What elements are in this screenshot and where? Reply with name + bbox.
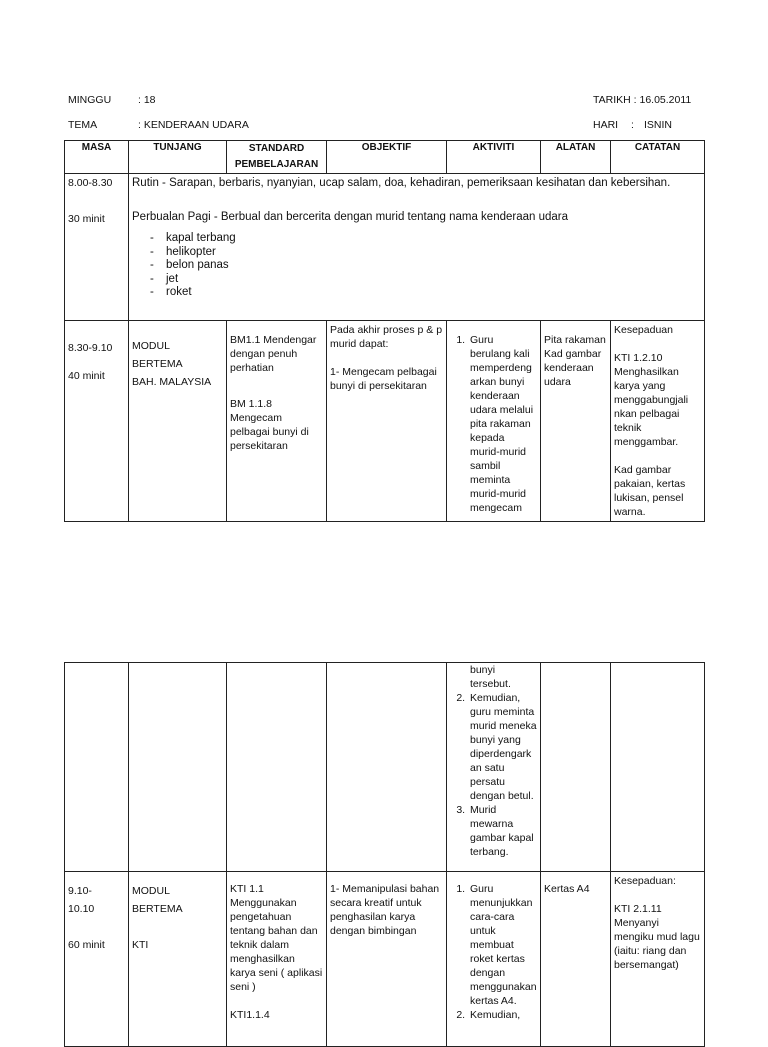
hari-value: ISNIN [644,119,673,131]
standard-text: BM 1.1.8 Mengecam pelbagai bunyi di persekitaran [230,398,309,452]
catatan-text: KTI 1.2.10 Menghasilkan karya yang menggabungjali nkan pelbagai teknik menggambar. [614,352,689,448]
rutin-text: Rutin - Sarapan, berbaris, nyanyian, ucap salam, doa, kehadiran, pemeriksaan kesihatan dan kebersihan. [132,177,671,189]
tema-label: TEMA [68,119,98,131]
objektif-text: 1- Mengecam pelbagai bunyi di persekitaran [330,366,437,392]
tunjang-line: BERTEMA [132,358,183,370]
cell-catatan-kti [611,872,705,1047]
cell-objektif-kti [327,872,447,1047]
cell-standard-empty [227,663,327,872]
cell-masa-bm [65,321,129,522]
objektif-text: 1- Memanipulasi bahan secara kreatif untuk penghasilan karya dengan bimbingan [330,883,440,937]
tunjang-line: BAH. MALAYSIA [132,376,212,388]
col-aktiviti: AKTIVITI [447,141,541,174]
list-item: - roket [150,286,701,300]
col-tunjang: TUNJANG [129,141,227,174]
standard-text: BM1.1 Mendengar dengan penuh perhatian [230,334,317,374]
aktiviti-item: 2. Kemudian, guru meminta murid meneka bunyi yang diperdengark an satu persatu dengan betul. [468,691,537,803]
aktiviti-continuation: bunyi tersebut. [470,664,511,690]
cell-objektif-bm [327,321,447,522]
catatan-text: Kesepaduan [614,324,673,336]
hari-colon: : [631,119,634,131]
col-standard: STANDARD PEMBELAJARAN [227,141,327,174]
standard-text: KTI1.1.4 [230,1009,270,1021]
list-item: - helikopter [150,246,701,260]
col-objektif: OBJEKTIF [327,141,447,174]
aktiviti-list [450,333,537,515]
aktiviti-item: 1. Guru berulang kali memperdeng arkan bunyi kenderaan udara melalui pita rakaman kepada murid-murid sambil meminta murid-murid mengecam [468,333,537,515]
list-item: - jet [150,273,701,287]
catatan-text: Kad gambar pakaian, kertas lukisan, pensel warna. [614,464,686,518]
aktiviti-item: 1. Guru menunjukkan cara-cara untuk membuat roket kertas dengan menggunakan kertas A4. [468,882,537,1008]
masa-time: 8.30-9.10 [68,342,113,354]
cell-aktiviti-kti [447,872,541,1047]
row-rutin [65,174,705,321]
minggu-value: : 18 [138,94,156,106]
row-bm-continued [65,663,705,872]
masa-time: 8.00-8.30 [68,177,113,189]
cell-standard-bm [227,321,327,522]
masa-time: 9.10-10.10 [68,885,95,915]
aktiviti-item: 3. Murid mewarna gambar kapal terbang. [468,803,537,859]
list-item: - belon panas [150,259,701,273]
cell-objektif-empty [327,663,447,872]
cell-masa-rutin [65,174,129,321]
lesson-plan-table-page-2 [64,662,705,1047]
cell-standard-kti [227,872,327,1047]
catatan-text: Kesepaduan: [614,875,676,887]
minggu-label: MINGGU [68,94,112,106]
column-header-row [65,141,705,174]
aktiviti-list [450,691,537,859]
col-catatan: CATATAN [611,141,705,174]
perbualan-text: Perbualan Pagi - Berbual dan bercerita dengan murid tentang nama kenderaan udara [132,211,569,223]
cell-alatan-empty [541,663,611,872]
cell-aktiviti-bm [447,321,541,522]
cell-masa-empty [65,663,129,872]
cell-tunjang-empty [129,663,227,872]
masa-duration: 40 minit [68,370,105,382]
cell-alatan-kti [541,872,611,1047]
masa-duration: 30 minit [68,213,105,225]
row-kti [65,872,705,1047]
cell-alatan-bm [541,321,611,522]
aktiviti-list [450,882,537,1022]
tunjang-line: MODUL [132,885,170,897]
alatan-text: Kertas A4 [544,883,590,895]
kenderaan-list [132,232,701,300]
cell-aktiviti-bm-cont [447,663,541,872]
list-item: - kapal terbang [150,232,701,246]
cell-tunjang-bm [129,321,227,522]
alatan-text: Pita rakaman Kad gambar kenderaan udara [544,334,606,388]
tarikh: TARIKH : 16.05.2011 [593,94,692,106]
lesson-plan-table-page-1 [64,140,705,522]
cell-catatan-empty [611,663,705,872]
tunjang-line: MODUL [132,340,170,352]
row-bm [65,321,705,522]
standard-text: KTI 1.1 Menggunakan pengetahuan tentang bahan dan teknik dalam menghasilkan karya seni ( aplikasi seni ) [230,883,323,993]
aktiviti-item: 2. Kemudian, [468,1008,537,1022]
objektif-intro: Pada akhir proses p & p murid dapat: [330,324,443,350]
cell-catatan-bm [611,321,705,522]
tema-value: : KENDERAAN UDARA [138,119,249,131]
cell-rutin-content [129,174,705,321]
col-masa: MASA [65,141,129,174]
tunjang-line: KTI [132,939,149,951]
catatan-text: KTI 2.1.11 Menyanyi mengiku mud lagu (iaitu: riang dan bersemangat) [614,903,700,971]
hari-label: HARI [593,119,619,131]
cell-masa-kti [65,872,129,1047]
col-alatan: ALATAN [541,141,611,174]
cell-tunjang-kti [129,872,227,1047]
tunjang-line: BERTEMA [132,903,183,915]
masa-duration: 60 minit [68,939,105,951]
